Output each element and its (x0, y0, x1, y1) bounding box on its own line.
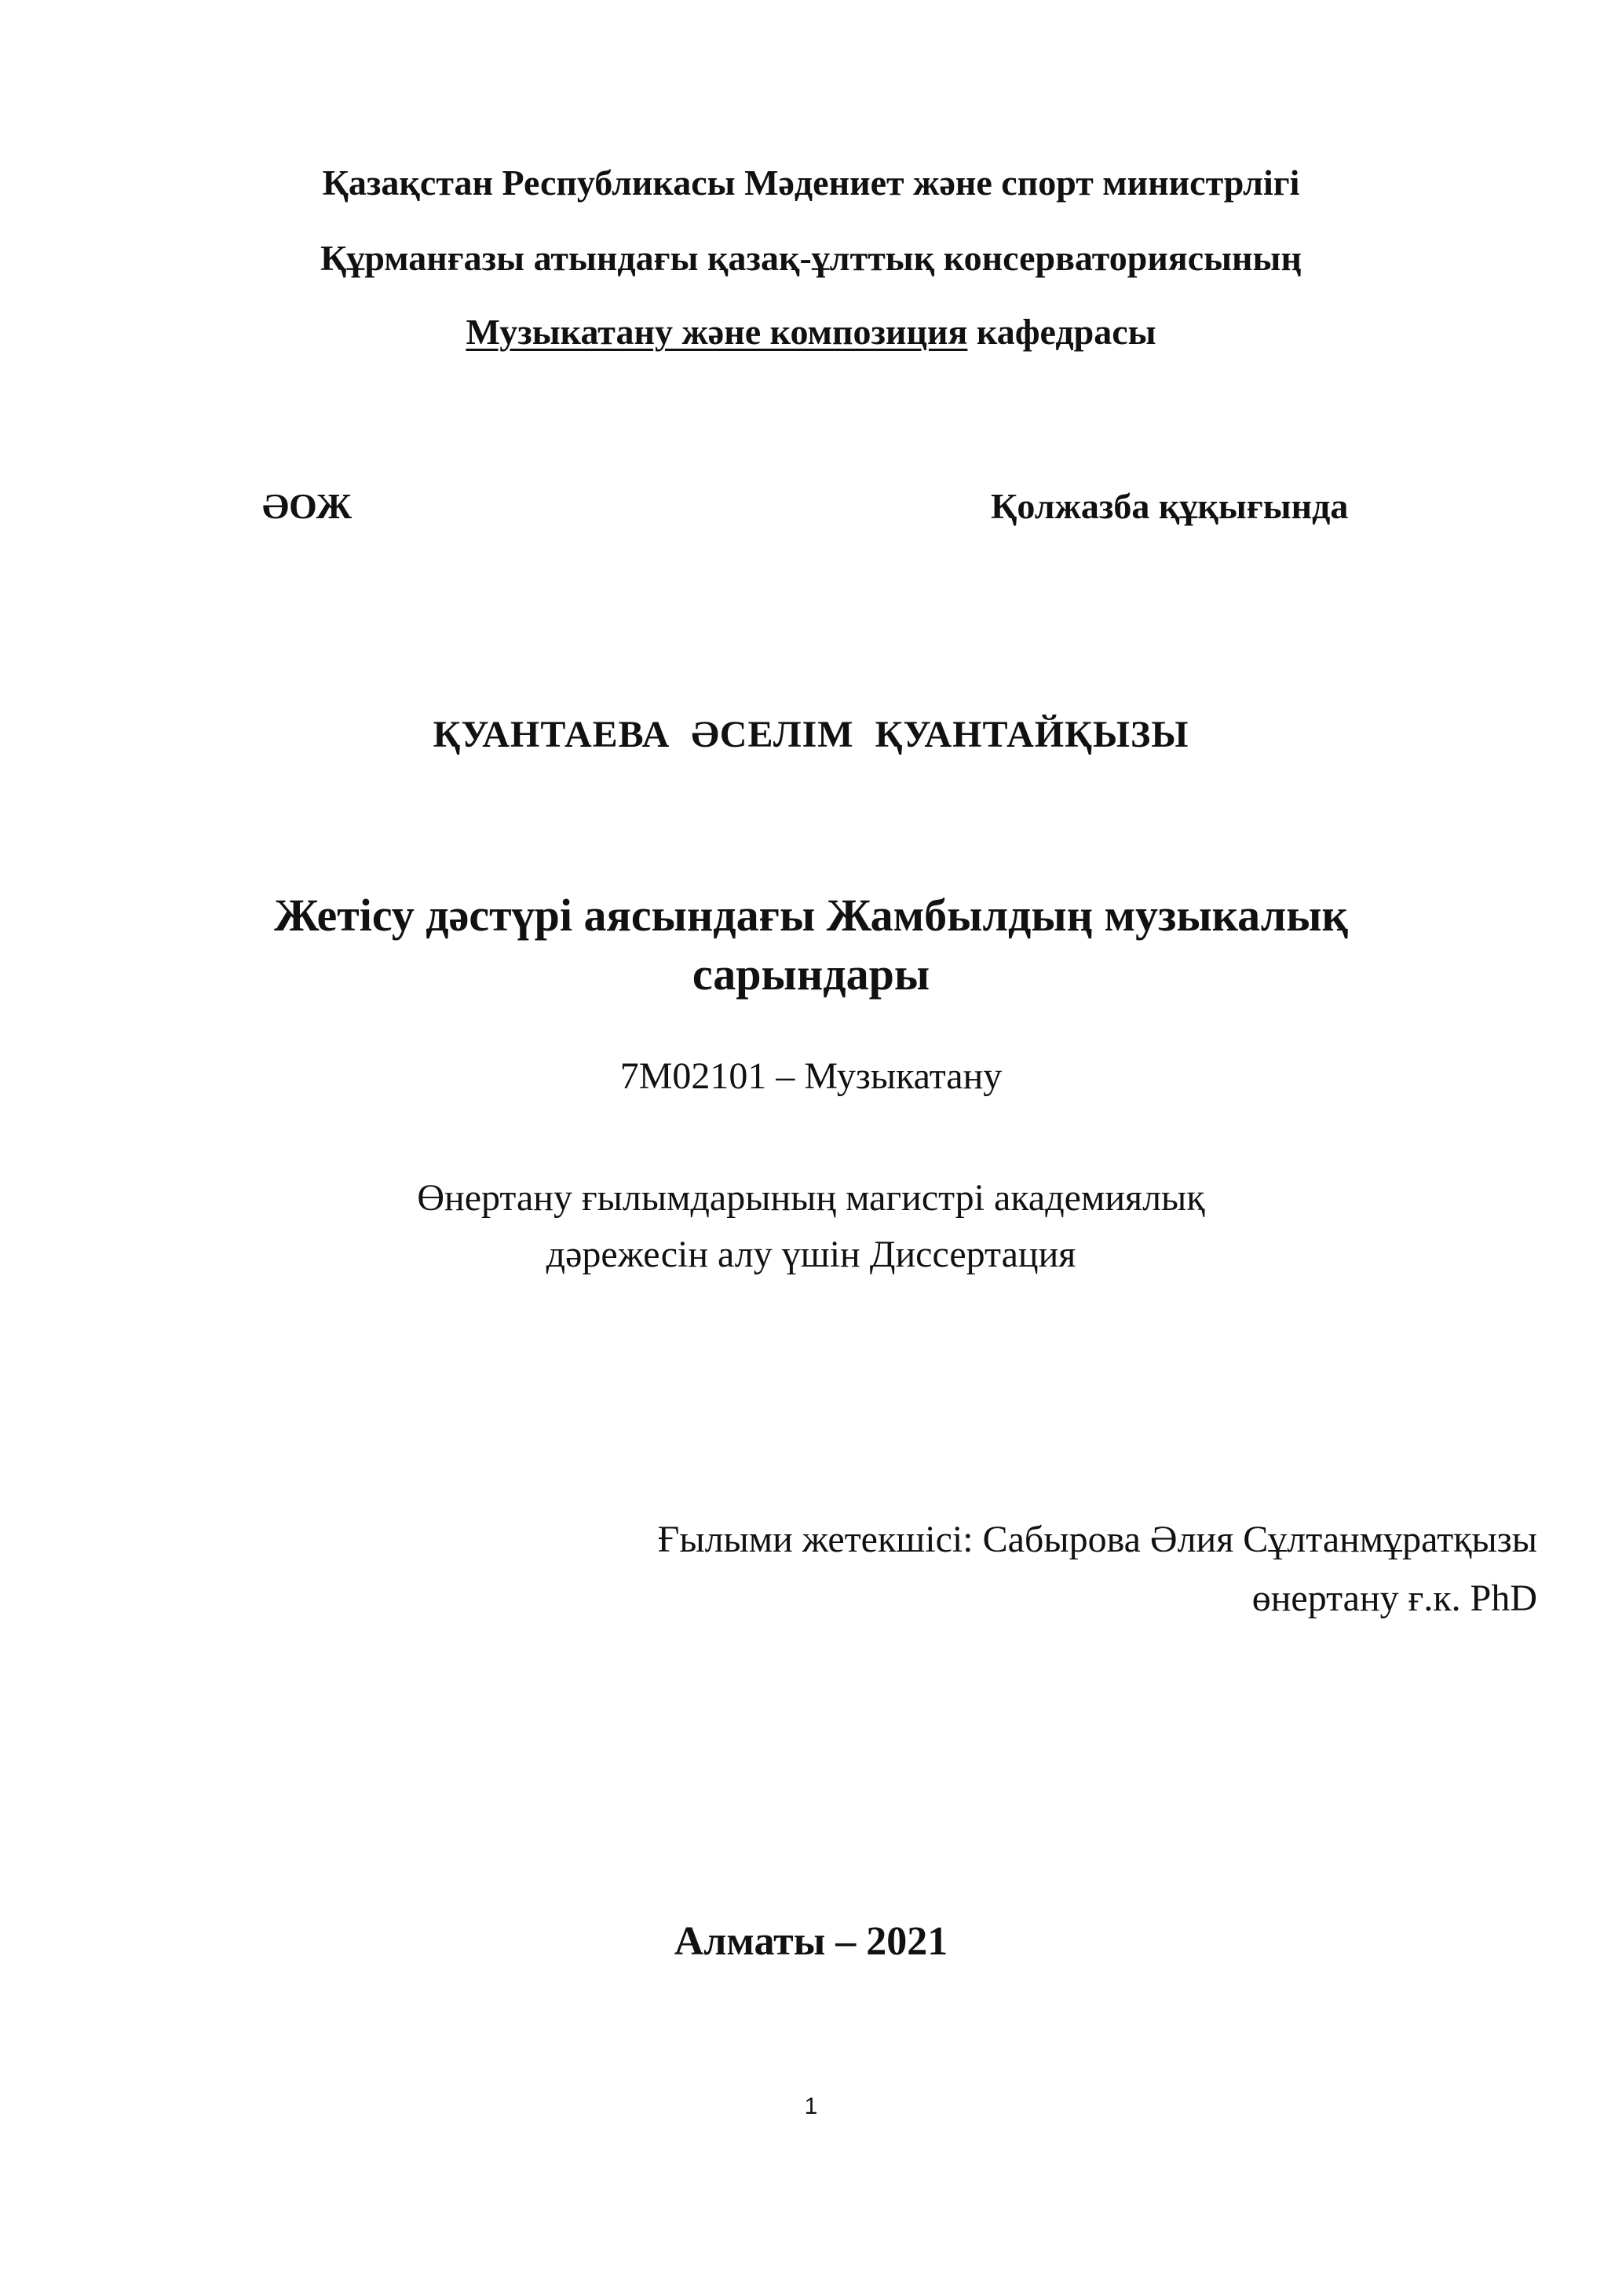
conservatory-heading: Құрманғазы атындағы қазақ-ұлттық консерваториясының (320, 238, 1302, 278)
department-name: Музыкатану және композиция (466, 312, 968, 352)
thesis-title-line-2: сарындары (692, 949, 930, 1000)
supervisor-degree: өнертану ғ.к. PhD (1251, 1578, 1537, 1619)
manuscript-rights-label: Қолжазба құқығында (991, 486, 1349, 526)
thesis-title-line-1: Жетісу дәстүрі аясындағы Жамбылдың музыкалық (274, 890, 1348, 941)
author-name: ҚУАНТАЕВА ӘСЕЛІМ ҚУАНТАЙҚЫЗЫ (433, 714, 1189, 755)
page-number: 1 (804, 2093, 818, 2119)
degree-line-1: Өнертану ғылымдарының магистрі академиялық (417, 1177, 1205, 1219)
department-heading (0, 314, 1622, 350)
department-suffix: кафедрасы (967, 312, 1156, 352)
specialty-code: 7М02101 – Музыкатану (619, 1055, 1003, 1097)
supervisor-name: Ғылыми жетекшісі: Сабырова Әлия Сұлтанмұратқызы (657, 1519, 1537, 1560)
degree-line-2: дәрежесін алу үшін Диссертация (546, 1234, 1076, 1275)
ministry-heading: Қазақстан Республикасы Мәдениет және спорт министрлігі (322, 163, 1300, 203)
udc-label: ӘОЖ (262, 486, 353, 526)
city-year: Алматы – 2021 (674, 1919, 948, 1964)
